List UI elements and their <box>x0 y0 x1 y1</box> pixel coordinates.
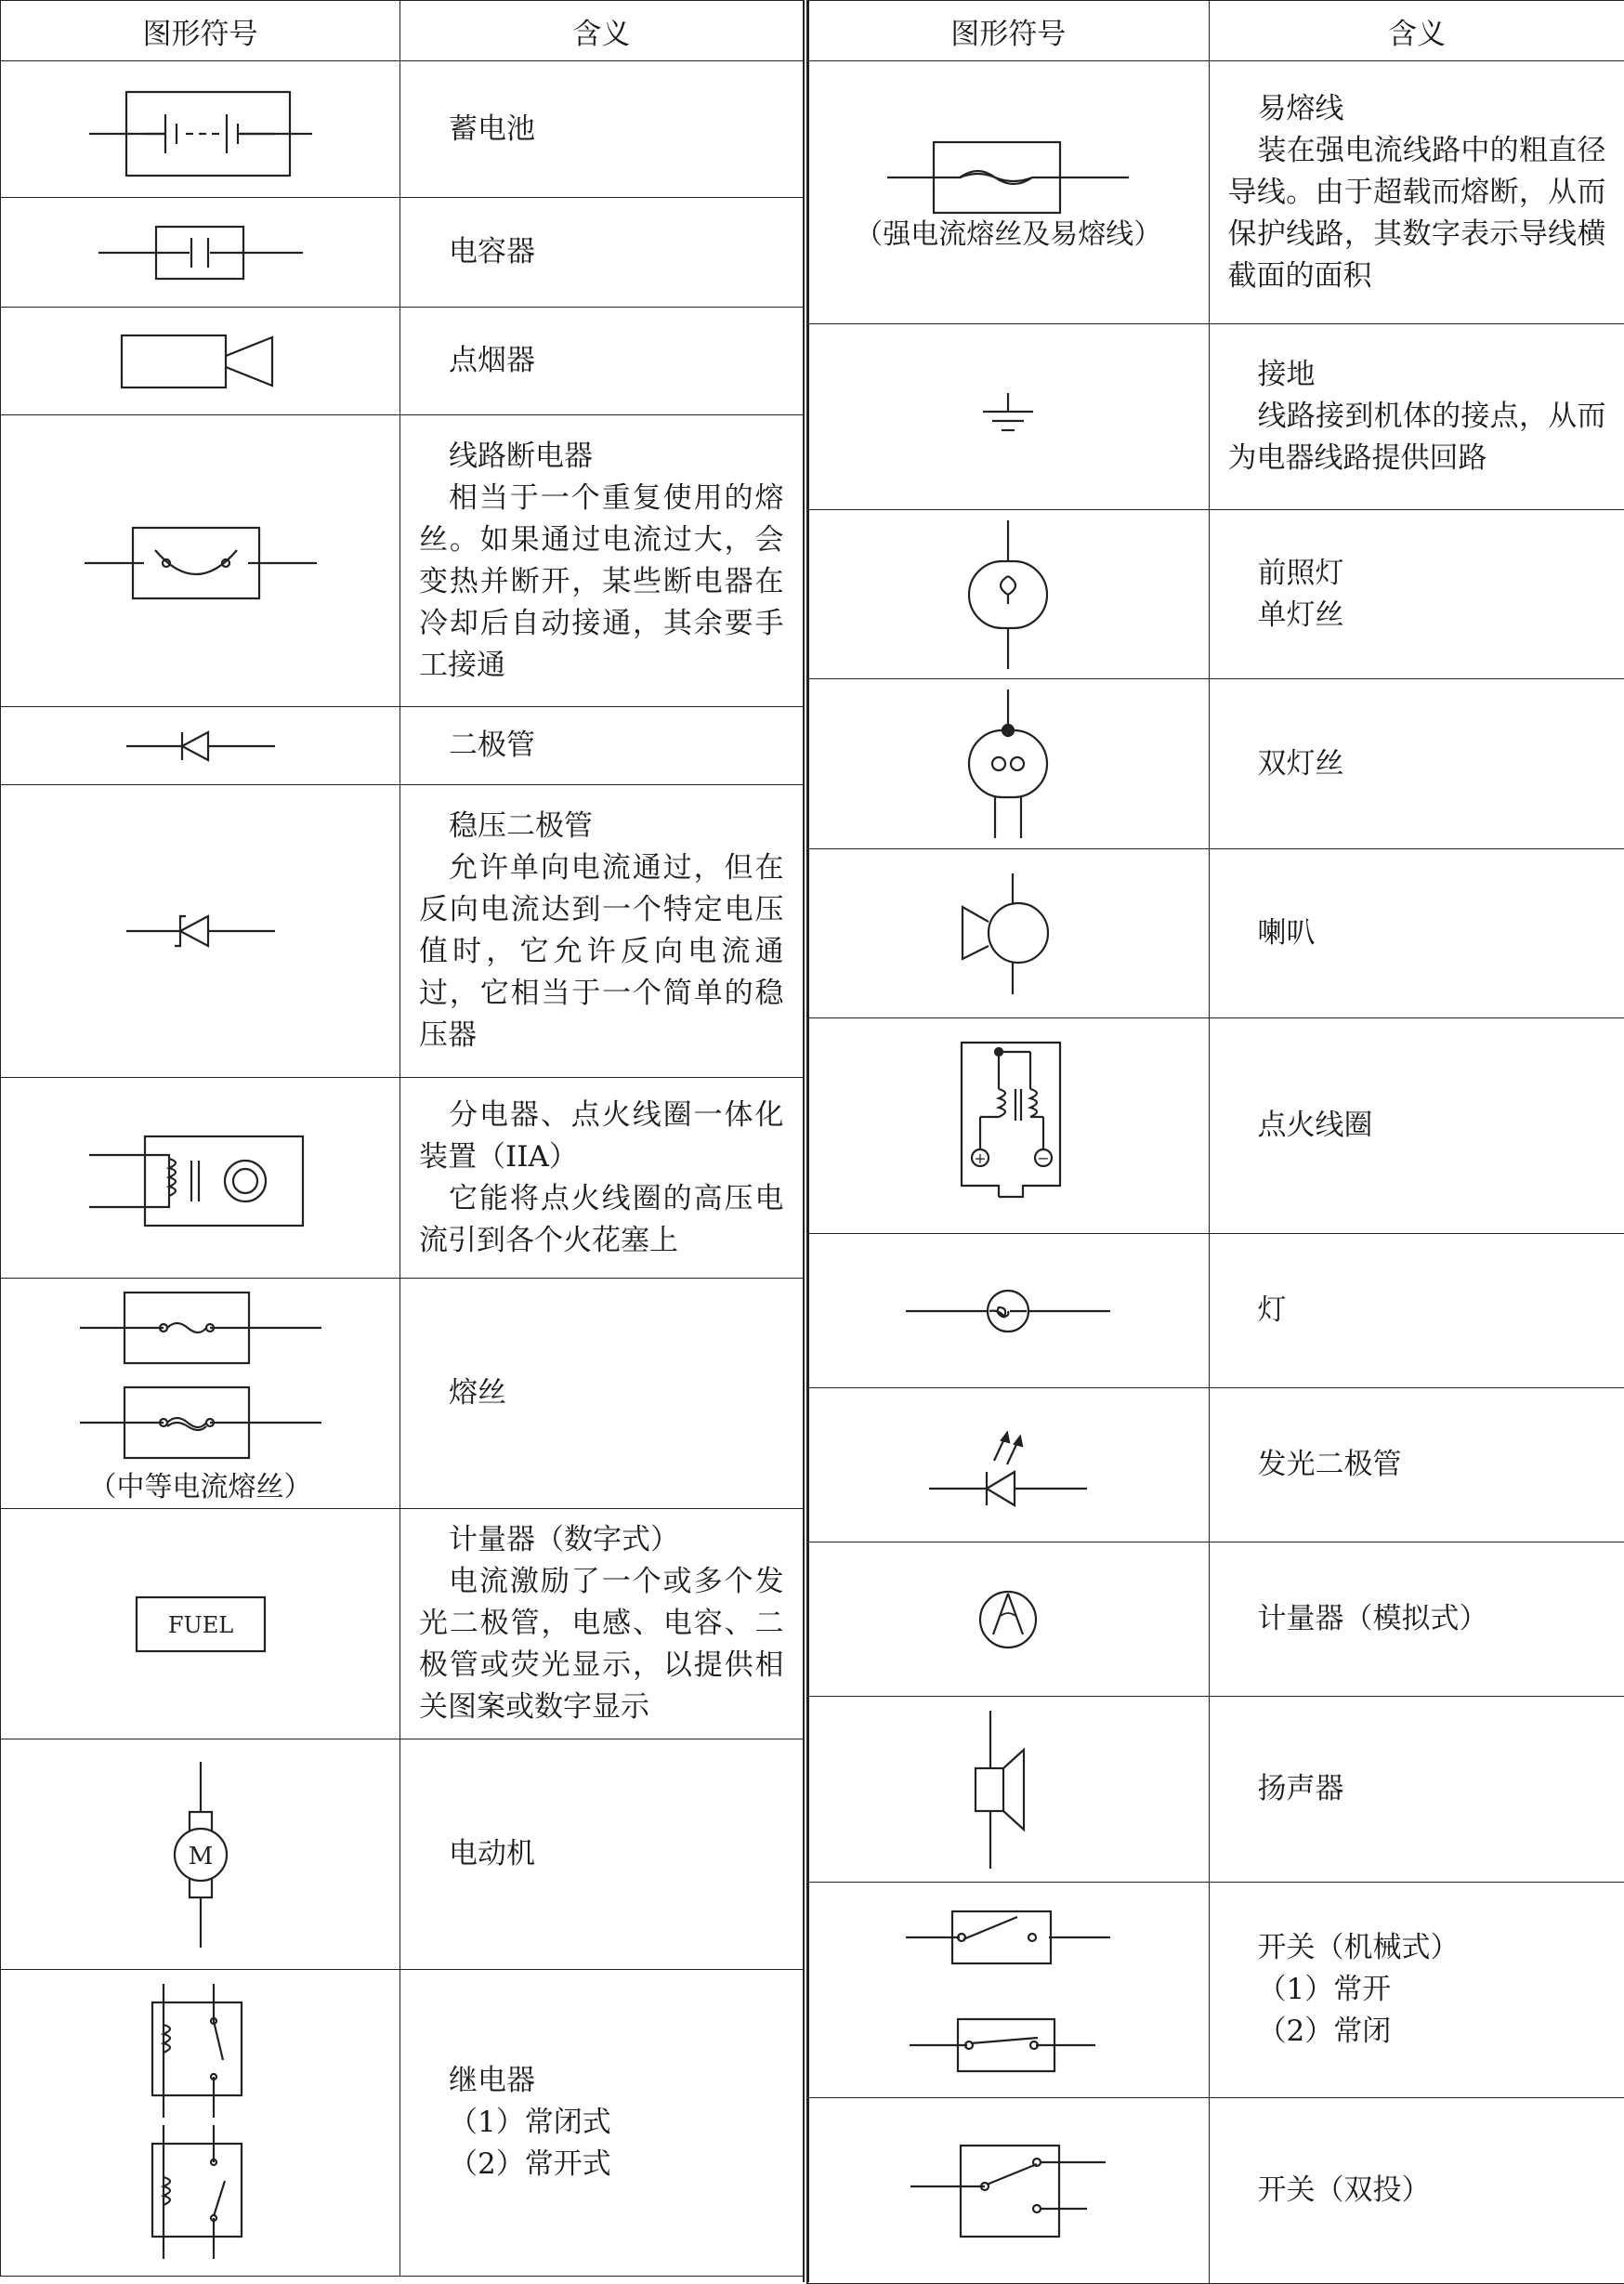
table-row <box>1 308 804 415</box>
motor-m-label: M <box>188 1842 213 1871</box>
battery-icon <box>1 73 399 185</box>
symbol-cell <box>1 1970 400 2277</box>
speaker-icon <box>808 1711 1209 1869</box>
symbol-cell <box>807 1018 1209 1234</box>
symbol-cell <box>1 61 400 198</box>
circuit-breaker-icon <box>1 515 399 608</box>
analog-gauge-icon <box>808 1582 1209 1657</box>
meaning-title: 计量器（数字式） <box>449 1523 679 1556</box>
meaning-cell <box>400 707 804 785</box>
double-throw-switch-icon <box>808 2140 1209 2242</box>
column-divider <box>803 0 805 2282</box>
meaning-cell <box>1209 1388 1624 1542</box>
symbol-cell <box>1 198 400 308</box>
symbol-cell <box>1 1279 400 1509</box>
table-row <box>807 324 1624 510</box>
meaning-title: 开关（双投） <box>1257 2173 1431 2207</box>
symbol-cell <box>807 324 1209 510</box>
meaning-text: （2）常开式 <box>449 2147 611 2181</box>
meaning-title: 扬声器 <box>1257 1772 1344 1805</box>
symbol-cell <box>807 1542 1209 1697</box>
fuse-icon <box>1 1283 399 1469</box>
meaning-text: 相当于一个重复使用的熔丝。如果通过电流过大，会变热并断开，某些断电器在冷却后自动接通，其余要手工接通 <box>419 480 784 682</box>
table-row <box>807 1697 1624 1883</box>
symbol-cell <box>807 849 1209 1018</box>
symbol-column-header: 图形符号 <box>807 1 1209 61</box>
table-row <box>1 415 804 707</box>
symbol-caption: （强电流熔丝及易熔线） <box>855 218 1162 251</box>
symbol-cell <box>807 1883 1209 2098</box>
meaning-title: 电动机 <box>449 1837 535 1871</box>
meaning-cell <box>400 198 804 308</box>
headlamp-dual-filament-icon <box>808 689 1209 838</box>
meaning-text: （2）常闭 <box>1257 2015 1392 2048</box>
meaning-cell <box>400 1279 804 1509</box>
meaning-column-header: 含义 <box>400 1 804 61</box>
meaning-title: 开关（机械式） <box>1257 1931 1460 1964</box>
table-row <box>1 1509 804 1739</box>
header-row <box>1 1 804 61</box>
diode-icon <box>1 723 399 769</box>
meaning-text: 单灯丝 <box>1257 597 1344 632</box>
mechanical-switch-icon <box>808 1902 1209 2079</box>
meaning-cell <box>400 785 804 1078</box>
coil-plus-glyph: + <box>974 1149 987 1167</box>
meaning-column-header: 含义 <box>1209 1 1624 61</box>
gauge-fuel-label: FUEL <box>167 1611 233 1638</box>
meaning-cell <box>400 308 804 415</box>
meaning-title: 蓄电池 <box>449 112 535 146</box>
table-row <box>807 849 1624 1018</box>
right-symbol-table <box>806 0 1624 2284</box>
meaning-text: （1）常开 <box>1257 1973 1392 2006</box>
table-row <box>1 198 804 308</box>
meaning-title: 双灯丝 <box>1257 746 1344 781</box>
symbol-cell <box>807 1234 1209 1388</box>
table-row <box>807 510 1624 679</box>
meaning-text: 线路接到机体的接点，从而为电器线路提供回路 <box>1227 400 1606 475</box>
header-row <box>807 1 1624 61</box>
led-icon <box>808 1414 1209 1516</box>
meaning-title: 分电器、点火线圈一体化装置（IIA） <box>419 1097 784 1174</box>
meaning-cell <box>1209 510 1624 679</box>
motor-icon <box>1 1762 399 1948</box>
meaning-cell <box>400 1739 804 1970</box>
headlamp-single-filament-icon <box>808 520 1209 669</box>
meaning-cell <box>400 415 804 707</box>
table-row <box>1 707 804 785</box>
left-table-column <box>0 0 803 2277</box>
table-row <box>807 1388 1624 1542</box>
meaning-cell <box>400 1078 804 1279</box>
symbol-caption: （中等电流熔丝） <box>88 1470 312 1503</box>
distributor-ignition-coil-icon <box>1 1127 399 1229</box>
table-row <box>807 1018 1624 1234</box>
symbol-cell <box>1 308 400 415</box>
meaning-title: 发光二极管 <box>1257 1448 1402 1481</box>
digital-gauge-icon <box>1 1592 399 1657</box>
table-row <box>1 1279 804 1509</box>
ignition-coil-icon <box>808 1033 1209 1219</box>
symbol-column-header: 图形符号 <box>1 1 400 61</box>
table-row <box>1 1078 804 1279</box>
meaning-title: 电容器 <box>449 235 535 269</box>
symbol-cell <box>1 1509 400 1739</box>
ground-icon <box>808 389 1209 445</box>
symbol-cell <box>807 1697 1209 1883</box>
symbol-cell <box>1 1739 400 1970</box>
symbol-cell <box>1 785 400 1078</box>
relay-icon <box>1 1984 399 2263</box>
capacitor-icon <box>1 216 399 290</box>
meaning-title: 点烟器 <box>449 344 535 377</box>
table-row <box>807 2098 1624 2284</box>
meaning-text: （1）常闭式 <box>449 2106 611 2139</box>
meaning-title: 灯 <box>1257 1293 1287 1327</box>
meaning-cell <box>1209 1697 1624 1883</box>
left-symbol-table <box>0 0 805 2277</box>
table-row <box>807 1234 1624 1388</box>
symbol-cell <box>807 510 1209 679</box>
meaning-cell <box>1209 1018 1624 1234</box>
meaning-text: 装在强电流线路中的粗直径导线。由于超载而熔断，从而保护线路，其数字表示导线横截面的面积 <box>1227 133 1606 293</box>
symbol-cell <box>807 61 1209 324</box>
meaning-text: 允许单向电流通过，但在反向电流达到一个特定电压值时，它允许反向电流通过，它相当于一个简单的稳压器 <box>419 851 784 1052</box>
meaning-cell <box>1209 1542 1624 1697</box>
meaning-title: 熔丝 <box>449 1376 506 1410</box>
table-row <box>807 1542 1624 1697</box>
meaning-cell <box>1209 849 1624 1018</box>
meaning-cell <box>1209 2098 1624 2284</box>
meaning-cell <box>400 61 804 198</box>
meaning-cell <box>1209 679 1624 849</box>
meaning-title: 稳压二极管 <box>449 809 593 843</box>
cigarette-lighter-icon <box>1 324 399 399</box>
meaning-title: 前照灯 <box>1257 556 1344 590</box>
table-row <box>1 1739 804 1970</box>
meaning-title: 计量器（模拟式） <box>1257 1602 1488 1635</box>
horn-icon <box>808 873 1209 994</box>
meaning-title: 线路断电器 <box>449 439 593 473</box>
table-row <box>1 785 804 1078</box>
meaning-title: 接地 <box>1257 358 1316 391</box>
meaning-title: 点火线圈 <box>1257 1109 1373 1142</box>
table-row <box>807 61 1624 324</box>
meaning-cell <box>1209 1234 1624 1388</box>
meaning-cell <box>1209 1883 1624 2098</box>
meaning-title: 喇叭 <box>1257 916 1316 950</box>
meaning-cell <box>1209 324 1624 510</box>
meaning-title: 易熔线 <box>1257 91 1344 125</box>
zener-diode-icon <box>1 903 399 959</box>
table-row <box>807 1883 1624 2098</box>
meaning-text: 电流激励了一个或多个发光二极管，电感、电容、二极管或荧光显示，以提供相关图案或数字显示 <box>419 1565 784 1724</box>
meaning-cell <box>400 1509 804 1739</box>
fusible-link-icon <box>808 133 1209 217</box>
meaning-title: 二极管 <box>449 729 535 762</box>
right-table-column <box>806 0 1624 2284</box>
symbol-cell <box>807 679 1209 849</box>
meaning-title: 继电器 <box>449 2064 535 2097</box>
symbol-cell <box>807 2098 1209 2284</box>
meaning-cell <box>1209 61 1624 324</box>
symbol-cell <box>1 1078 400 1279</box>
meaning-text: 它能将点火线圈的高压电流引到各个火花塞上 <box>419 1181 784 1257</box>
symbol-cell <box>1 415 400 707</box>
table-row <box>1 1970 804 2277</box>
symbol-cell <box>807 1388 1209 1542</box>
lamp-icon <box>808 1279 1209 1344</box>
symbol-cell <box>1 707 400 785</box>
meaning-cell <box>400 1970 804 2277</box>
coil-minus-glyph: − <box>1037 1149 1050 1167</box>
table-row <box>807 679 1624 849</box>
table-row <box>1 61 804 198</box>
